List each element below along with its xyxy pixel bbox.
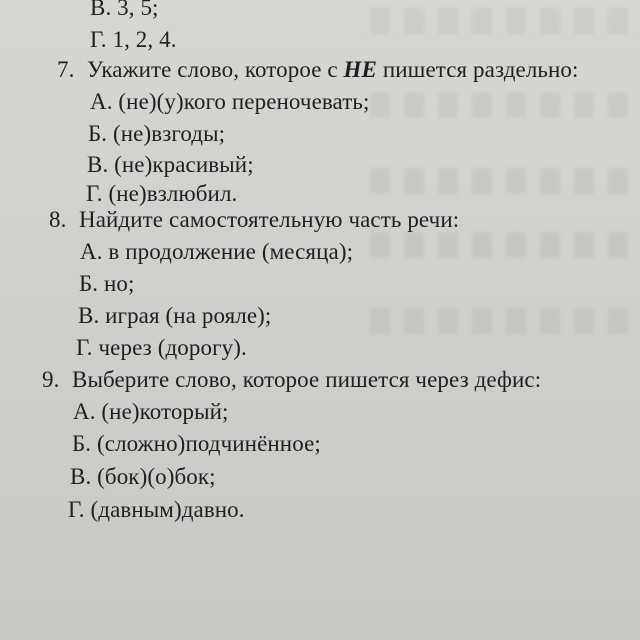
option-line: А. (не)который; (73, 399, 229, 424)
option-line: В. играя (на рояле); (78, 303, 272, 328)
bleed-through-boxes (370, 8, 640, 34)
option-line: Г. (не)взлюбил. (86, 181, 238, 206)
bleed-through-boxes (370, 232, 640, 258)
option-line: А. (не)(у)кого переночевать; (90, 89, 370, 114)
question-9-prompt (42, 366, 541, 394)
option-line: А. в продолжение (месяца); (80, 239, 354, 264)
option-line: В. 3, 5; (90, 0, 159, 20)
question-text: Выберите слово, которое пишется через дефис: (72, 367, 542, 392)
option-line: Г. 1, 2, 4. (90, 27, 177, 52)
bleed-through-boxes (370, 92, 640, 118)
option-line: Б. (сложно)подчинённое; (72, 431, 321, 456)
question-number: 8. (49, 207, 67, 232)
question-text: пишется раздельно: (376, 57, 579, 82)
emphasis-text: НЕ (343, 57, 377, 82)
bleed-through-boxes (370, 168, 640, 194)
option-line: Г. через (дорогу). (76, 335, 247, 360)
bleed-through-boxes (370, 308, 640, 334)
question-7-prompt (57, 56, 579, 84)
option-line: Б. (не)взгоды; (88, 121, 226, 146)
question-8-prompt (49, 206, 459, 234)
option-line: В. (бок)(о)бок; (70, 464, 216, 489)
question-text: Найдите самостоятельную часть речи: (79, 207, 460, 232)
option-line: В. (не)красивый; (87, 152, 254, 177)
option-line: Б. но; (79, 271, 135, 296)
option-line: Г. (давным)давно. (68, 497, 245, 522)
question-number: 7. (57, 57, 75, 82)
question-text: Укажите слово, которое с (87, 57, 344, 82)
question-number: 9. (42, 367, 60, 392)
